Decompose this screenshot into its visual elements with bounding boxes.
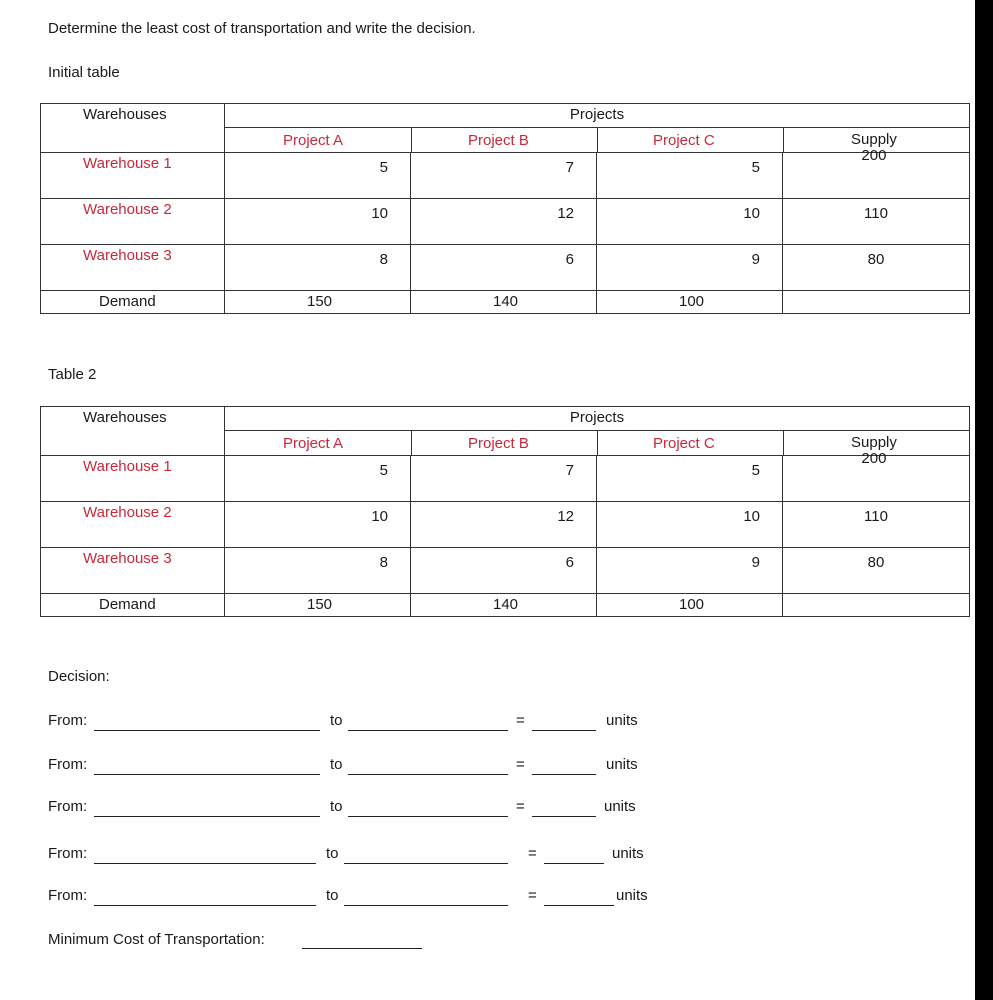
equals-label: = xyxy=(528,887,537,904)
cost-w1-pc: 5 xyxy=(751,159,760,176)
table-2 xyxy=(40,406,970,617)
decision-title: Decision: xyxy=(48,668,110,685)
warehouses-header: Warehouses xyxy=(83,409,167,426)
warehouse-2-label: Warehouse 2 xyxy=(83,504,172,521)
project-c-header: Project C xyxy=(653,132,715,149)
demand-label: Demand xyxy=(99,596,156,613)
to-blank[interactable] xyxy=(348,774,508,775)
projects-header-cell xyxy=(225,407,970,467)
units-blank[interactable] xyxy=(532,774,596,775)
project-a-header: Project A xyxy=(283,132,344,149)
row-label-cell xyxy=(41,153,225,199)
from-blank[interactable] xyxy=(94,863,316,864)
cost-w3-pb: 6 xyxy=(565,251,574,268)
from-label: From: xyxy=(48,798,88,815)
cost-w1-pa: 5 xyxy=(379,462,388,479)
cost-w1-pb: 7 xyxy=(565,462,574,479)
demand-pa: 150 xyxy=(307,293,333,310)
to-label: to xyxy=(330,712,343,729)
initial-table xyxy=(40,103,970,314)
project-c-header: Project C xyxy=(653,435,715,452)
min-cost-blank[interactable] xyxy=(302,948,422,949)
cost-w1-pb: 7 xyxy=(565,159,574,176)
project-a-header: Project A xyxy=(283,435,344,452)
units-blank[interactable] xyxy=(544,905,614,906)
min-cost-label: Minimum Cost of Transportation: xyxy=(48,931,265,948)
units-blank[interactable] xyxy=(532,816,596,817)
to-blank[interactable] xyxy=(348,730,508,731)
to-label: to xyxy=(326,887,339,904)
from-label: From: xyxy=(48,887,88,904)
cost-w1-pa: 5 xyxy=(379,159,388,176)
equals-label: = xyxy=(516,712,525,729)
cost-w2-pa: 10 xyxy=(371,205,388,222)
units-blank[interactable] xyxy=(544,863,604,864)
demand-pb: 140 xyxy=(493,596,519,613)
units-blank[interactable] xyxy=(532,730,596,731)
projects-header: Projects xyxy=(569,106,625,123)
warehouses-header-cell xyxy=(41,407,225,456)
demand-pa: 150 xyxy=(307,596,333,613)
warehouses-header: Warehouses xyxy=(83,106,167,123)
cost-w3-pc: 9 xyxy=(751,554,760,571)
supply-warehouse-1: 200 xyxy=(861,450,887,467)
demand-label: Demand xyxy=(99,293,156,310)
supply-warehouse-1: 200 xyxy=(861,147,887,164)
warehouse-1-label: Warehouse 1 xyxy=(83,155,172,172)
from-label: From: xyxy=(48,756,88,773)
demand-pb: 140 xyxy=(493,293,519,310)
supply-w3: 80 xyxy=(867,554,885,571)
supply-w2: 110 xyxy=(864,508,888,525)
to-blank[interactable] xyxy=(344,905,508,906)
right-edge-bar xyxy=(975,0,993,1000)
table1-title: Initial table xyxy=(48,64,120,81)
cost-w3-pb: 6 xyxy=(565,554,574,571)
to-label: to xyxy=(326,845,339,862)
question-text: Determine the least cost of transportation and write the decision. xyxy=(48,20,476,37)
equals-label: = xyxy=(528,845,537,862)
project-b-header: Project B xyxy=(468,132,529,149)
projects-header-cell xyxy=(225,104,970,164)
to-label: to xyxy=(330,798,343,815)
cost-w2-pc: 10 xyxy=(743,508,760,525)
supply-w3: 80 xyxy=(867,251,885,268)
cost-w3-pa: 8 xyxy=(379,554,388,571)
equals-label: = xyxy=(516,798,525,815)
units-label: units xyxy=(604,798,636,815)
demand-pc: 100 xyxy=(679,596,705,613)
warehouse-1-label: Warehouse 1 xyxy=(83,458,172,475)
to-label: to xyxy=(330,756,343,773)
cost-w3-pa: 8 xyxy=(379,251,388,268)
from-blank[interactable] xyxy=(94,905,316,906)
from-label: From: xyxy=(48,845,88,862)
table2-title: Table 2 xyxy=(48,366,97,383)
to-blank[interactable] xyxy=(348,816,508,817)
demand-pc: 100 xyxy=(679,293,705,310)
cost-w2-pa: 10 xyxy=(371,508,388,525)
warehouses-header-cell xyxy=(41,104,225,153)
cost-w2-pb: 12 xyxy=(557,205,574,222)
units-label: units xyxy=(616,887,648,904)
supply-w2: 110 xyxy=(864,205,888,222)
from-blank[interactable] xyxy=(94,816,320,817)
units-label: units xyxy=(606,756,638,773)
supply-label: Supply xyxy=(851,131,897,148)
project-b-header: Project B xyxy=(468,435,529,452)
warehouse-2-label: Warehouse 2 xyxy=(83,201,172,218)
cost-w2-pc: 10 xyxy=(743,205,760,222)
supply-label: Supply xyxy=(851,434,897,451)
cost-w2-pb: 12 xyxy=(557,508,574,525)
from-blank[interactable] xyxy=(94,774,320,775)
cost-w3-pc: 9 xyxy=(751,251,760,268)
from-blank[interactable] xyxy=(94,730,320,731)
cost-w1-pc: 5 xyxy=(751,462,760,479)
warehouse-3-label: Warehouse 3 xyxy=(83,247,172,264)
equals-label: = xyxy=(516,756,525,773)
units-label: units xyxy=(612,845,644,862)
warehouse-3-label: Warehouse 3 xyxy=(83,550,172,567)
projects-header: Projects xyxy=(569,409,625,426)
from-label: From: xyxy=(48,712,88,729)
units-label: units xyxy=(606,712,638,729)
to-blank[interactable] xyxy=(344,863,508,864)
